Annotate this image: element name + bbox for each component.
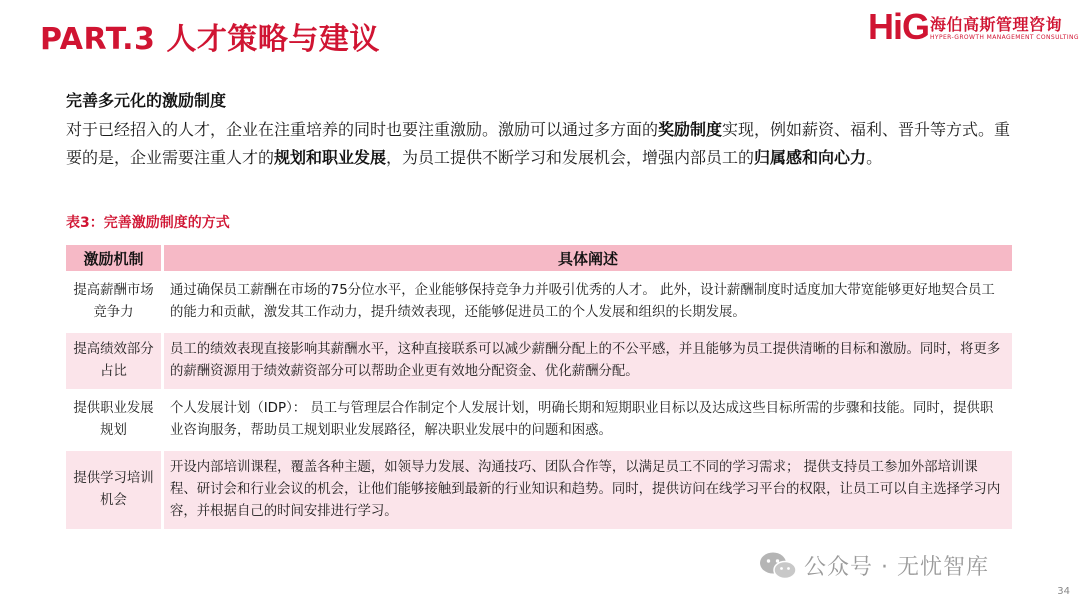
intro-paragraph	[66, 116, 1026, 172]
company-logo	[868, 6, 1079, 48]
table-row	[66, 451, 1012, 529]
page-number: 34	[1057, 586, 1070, 597]
watermark-text: 公众号 · 无忧智库	[804, 555, 989, 580]
logo-mark: HiG	[868, 6, 930, 47]
description-cell: 通过确保员工薪酬在市场的75分位水平，企业能够保持竞争力并吸引优秀的人才。 此外，设计薪酬制度时适度加大带宽能够更好地契合员工的能力和贡献，激发其工作动力，提升绩效表现，还能够促进员工的个人发展和组织的长期发展。	[170, 283, 995, 320]
description-cell: 开设内部培训课程，覆盖各种主题，如领导力发展、沟通技巧、团队合作等，以满足员工不同的学习需求； 提供支持员工参加外部培训课程、研讨会和行业会议的机会，让他们能够接触到最新的行业知识和趋势。同时，提供访问在线学习平台的权限，让员工可以自主选择学习内容，并根据自己的时间安排进行学习。	[164, 451, 1012, 529]
paragraph-emphasis: 归属感和向心力	[754, 148, 867, 167]
description-cell: 个人发展计划（IDP）： 员工与管理层合作制定个人发展计划，明确长期和短期职业目标以及达成这些目标所需的步骤和技能。同时，提供职业咨询服务，帮助员工规划职业发展路径，解决职业发展中的问题和困惑。	[170, 401, 994, 438]
column-header-mechanism: 激励机制	[66, 245, 164, 271]
logo-name-cn: 海伯高斯管理咨询	[930, 15, 1063, 34]
section-subtitle: 完善多元化的激励制度	[66, 91, 227, 110]
description-cell: 员工的绩效表现直接影响其薪酬水平，这种直接联系可以减少薪酬分配上的不公平感，并且能够为员工提供清晰的目标和激励。同时，将更多的薪酬资源用于绩效薪资部分可以帮助企业更有效地分配资金、优化薪酬分配。	[164, 333, 1012, 389]
paragraph-text: 。	[866, 148, 883, 167]
logo-name-en: HYPER-GROWTH MANAGEMENT CONSULTING	[930, 34, 1079, 41]
mechanism-cell: 提高绩效部分占比	[66, 333, 164, 389]
mechanism-cell: 提高薪酬市场竞争力	[66, 274, 164, 330]
page-title: PART.3 人才策略与建议	[40, 22, 380, 57]
paragraph-emphasis: 规划和职业发展	[274, 148, 387, 167]
mechanism-cell: 提供职业发展规划	[66, 392, 164, 448]
incentive-table	[66, 242, 1012, 532]
table-caption: 表3：完善激励制度的方式	[66, 215, 230, 231]
mechanism-cell: 提供学习培训机会	[66, 451, 164, 529]
table-row	[66, 333, 1012, 389]
table-header-row	[66, 245, 1012, 271]
paragraph-text: 对于已经招入的人才，企业在注重培养的同时也要注重激励。激励可以通过多方面的	[66, 120, 659, 139]
paragraph-emphasis: 奖励制度	[658, 120, 723, 139]
paragraph-text: 实现，例如薪资、福利、晋升等方式。重要的是，企业需要注重人才的	[66, 120, 1011, 167]
paragraph-text: ，为员工提供不断学习和发展机会，增强内部员工的	[386, 148, 755, 167]
wechat-icon	[758, 550, 798, 582]
table-row	[66, 274, 1012, 330]
column-header-description: 具体阐述	[164, 245, 1012, 271]
table-row	[66, 392, 1012, 448]
